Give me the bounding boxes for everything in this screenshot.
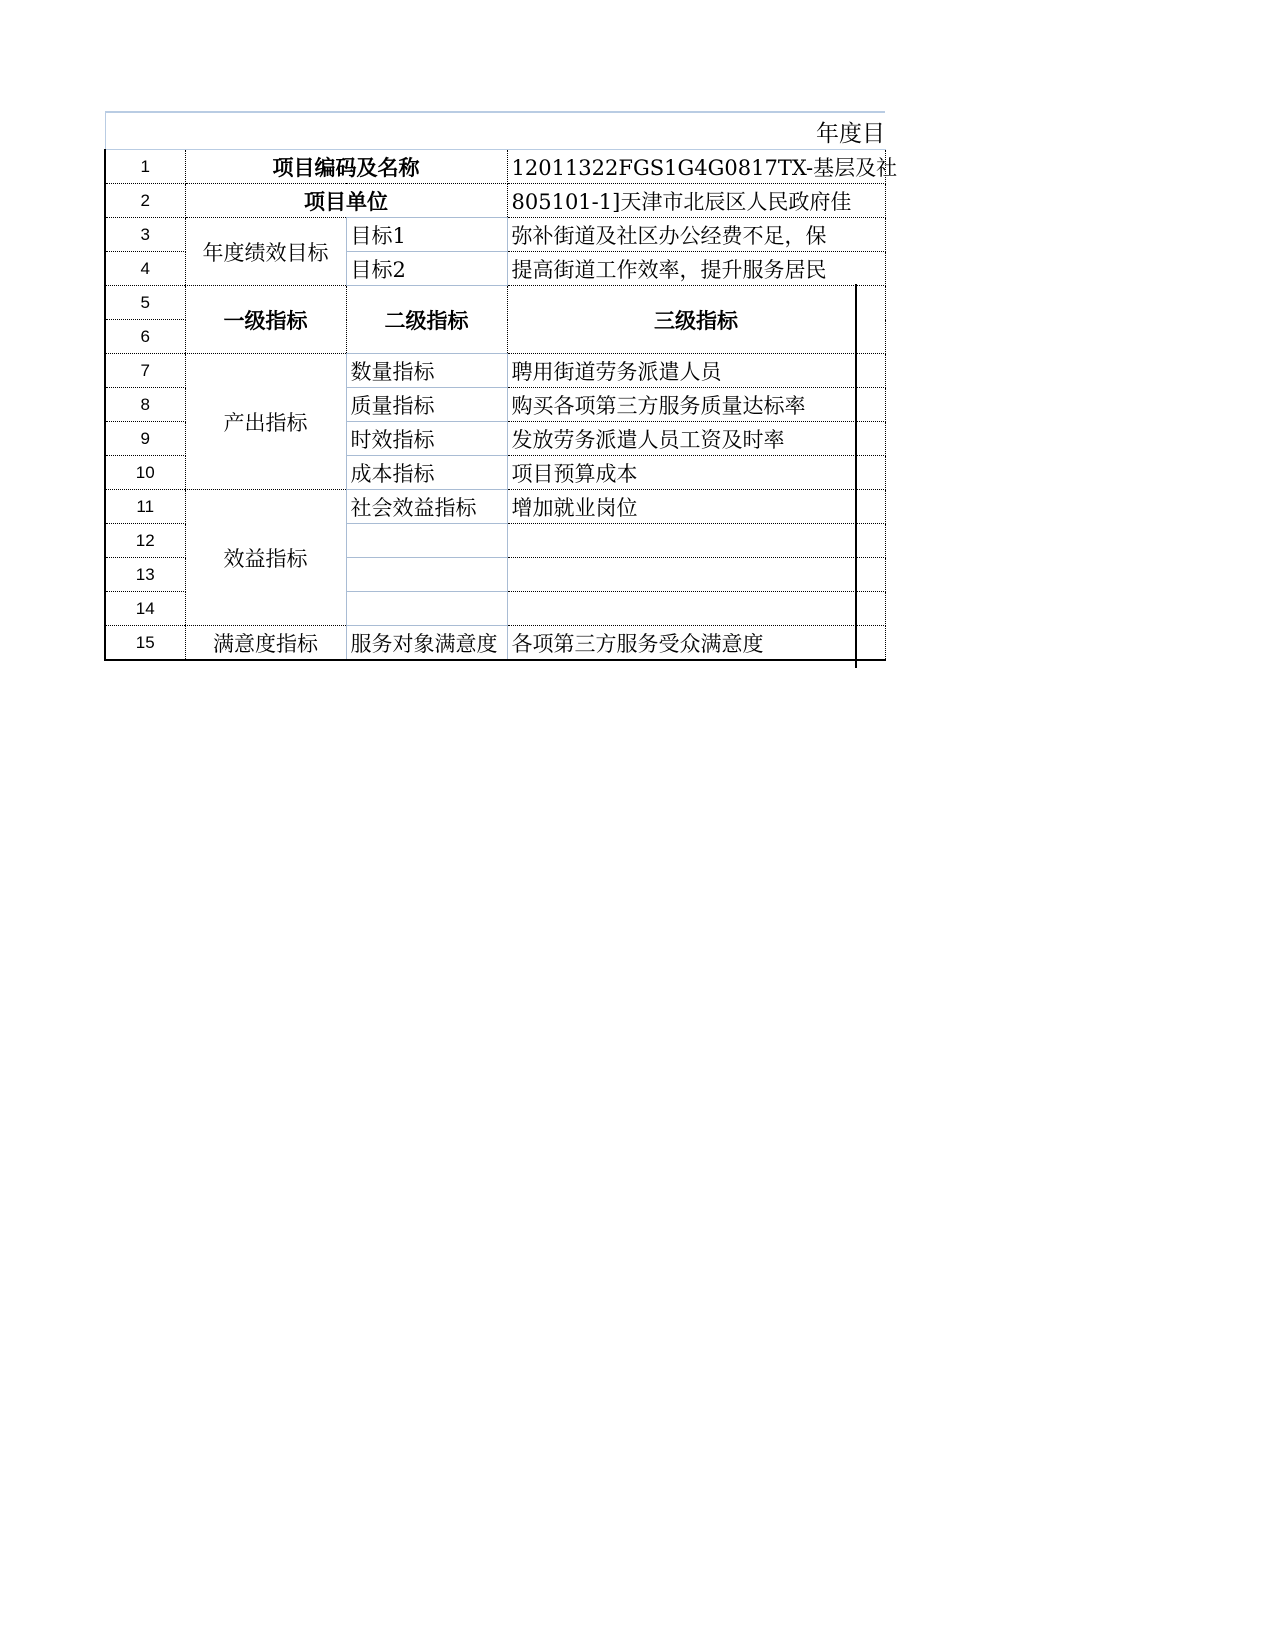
sheet-title: 年度目 — [105, 112, 885, 150]
table-row — [105, 286, 885, 320]
row-number[interactable]: 5 — [105, 286, 185, 320]
output-indicator-label[interactable]: 产出指标 — [185, 354, 346, 490]
service-satisfaction-value[interactable]: 各项第三方服务受众满意度 — [507, 626, 885, 661]
table-row — [105, 490, 885, 524]
project-code-label[interactable]: 项目编码及名称 — [185, 150, 507, 184]
satisfaction-indicator-label[interactable]: 满意度指标 — [185, 626, 346, 661]
timeliness-indicator-label[interactable]: 时效指标 — [346, 422, 507, 456]
empty-cell[interactable] — [346, 558, 507, 592]
row-number[interactable]: 15 — [105, 626, 185, 661]
table-right-border — [855, 284, 857, 668]
service-satisfaction-label[interactable]: 服务对象满意度 — [346, 626, 507, 661]
row-number[interactable]: 9 — [105, 422, 185, 456]
empty-cell[interactable] — [507, 592, 885, 626]
empty-cell[interactable] — [507, 524, 885, 558]
row-number[interactable]: 1 — [105, 150, 185, 184]
empty-cell[interactable] — [346, 524, 507, 558]
level1-header[interactable]: 一级指标 — [185, 286, 346, 354]
row-number[interactable]: 2 — [105, 184, 185, 218]
empty-cell[interactable] — [507, 558, 885, 592]
quality-indicator-label[interactable]: 质量指标 — [346, 388, 507, 422]
performance-target-sheet — [104, 111, 898, 669]
social-benefit-label[interactable]: 社会效益指标 — [346, 490, 507, 524]
project-unit-value[interactable]: 805101-1]天津市北辰区人民政府佳 — [507, 184, 885, 218]
project-code-value[interactable]: 12011322FGS1G4G0817TX-基层及社 — [507, 150, 885, 184]
row-number[interactable]: 3 — [105, 218, 185, 252]
row-number[interactable]: 4 — [105, 252, 185, 286]
timeliness-indicator-value[interactable]: 发放劳务派遣人员工资及时率 — [507, 422, 885, 456]
table-row — [105, 218, 885, 252]
level2-header[interactable]: 二级指标 — [346, 286, 507, 354]
level3-header[interactable]: 三级指标 — [507, 286, 885, 354]
target-1-value[interactable]: 弥补街道及社区办公经费不足，保 — [507, 218, 885, 252]
benefit-indicator-label[interactable]: 效益指标 — [185, 490, 346, 626]
row-number[interactable]: 6 — [105, 320, 185, 354]
row-number[interactable]: 11 — [105, 490, 185, 524]
annual-target-label[interactable]: 年度绩效目标 — [185, 218, 346, 286]
target-2-value[interactable]: 提高街道工作效率，提升服务居民 — [507, 252, 885, 286]
table-row — [105, 354, 885, 388]
performance-table — [104, 111, 898, 661]
quantity-indicator-value[interactable]: 聘用街道劳务派遣人员 — [507, 354, 885, 388]
row-number[interactable]: 8 — [105, 388, 185, 422]
empty-cell[interactable] — [346, 592, 507, 626]
row-number[interactable]: 7 — [105, 354, 185, 388]
quantity-indicator-label[interactable]: 数量指标 — [346, 354, 507, 388]
table-row — [105, 150, 885, 184]
project-unit-label[interactable]: 项目单位 — [185, 184, 507, 218]
row-number[interactable]: 13 — [105, 558, 185, 592]
cost-indicator-value[interactable]: 项目预算成本 — [507, 456, 885, 490]
target-1-label[interactable]: 目标1 — [346, 218, 507, 252]
row-number[interactable]: 12 — [105, 524, 185, 558]
row-number[interactable]: 14 — [105, 592, 185, 626]
social-benefit-value[interactable]: 增加就业岗位 — [507, 490, 885, 524]
table-row — [105, 626, 885, 661]
table-row — [105, 184, 885, 218]
target-2-label[interactable]: 目标2 — [346, 252, 507, 286]
title-row — [105, 112, 885, 150]
cost-indicator-label[interactable]: 成本指标 — [346, 456, 507, 490]
row-number[interactable]: 10 — [105, 456, 185, 490]
quality-indicator-value[interactable]: 购买各项第三方服务质量达标率 — [507, 388, 885, 422]
